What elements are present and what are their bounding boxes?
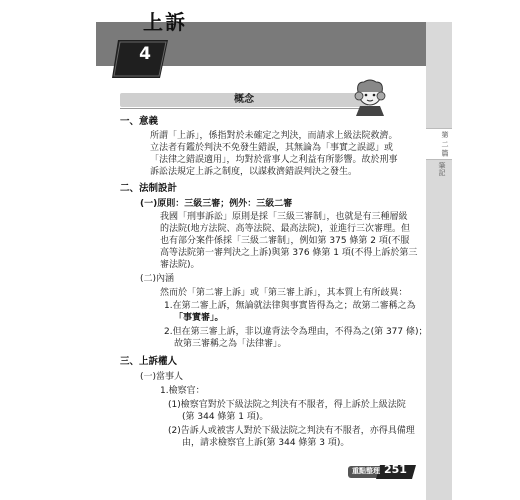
section-1-line: 立法者有鑑於判決不免發生錯誤，其無論為「事實之誤認」或 [150, 143, 394, 153]
section-3-heading: 三、上訴權人 [120, 356, 178, 367]
section-2-sub2-intro: 然而於「第二審上訴」或「第三審上訴」，其本質上有所歧異： [160, 288, 408, 298]
section-2-item-1: 「事實審」。 [174, 313, 224, 323]
section-3-item-1: 1.檢察官： [160, 386, 205, 396]
side-strip [426, 22, 452, 500]
section-2-sub1-line: 也有部分案件係採「三級二審制」，例如第 375 條第 2 項(不服 [160, 236, 410, 246]
section-header-rule [120, 108, 368, 109]
section-tab-label: 第 二 篇 [441, 131, 449, 157]
section-2-sub1-line: 我國「刑事訴訟」原則是採「三級三審制」，也就是有三種層級 [160, 212, 408, 222]
section-2-sub2-label: (二)內涵 [140, 274, 175, 284]
section-3-sub1-label: (一)當事人 [140, 372, 184, 382]
section-2-sub1-line: 高等法院第一審判決之上訴)與第 376 條第 1 項(不得上訴於第三 [160, 248, 418, 258]
section-2-heading: 二、法制設計 [120, 183, 178, 194]
section-2-sub1-line: 的法院(地方法院、高等法院、最高法院)，並進行三次審理。但 [160, 224, 411, 234]
section-3-point-1: (1)檢察官對於下級法院之判決有不服者，得上訴於上級法院 [168, 400, 406, 410]
section-3-point-1: (第 344 條第 1 項)。 [182, 412, 269, 422]
section-1-line: 「法律之錯誤適用」，均對於當事人之利益有所影響。故於刑事 [150, 155, 398, 165]
section-2-item-1: 1.在第二審上訴，無論就法律與事實皆得為之；故第二審稱之為 [164, 301, 416, 311]
section-3-point-2: 由，請求檢察官上訴(第 344 條第 3 項)。 [182, 438, 350, 448]
chapter-number: 4 [139, 44, 151, 64]
chapter-title: 上訴 [143, 10, 187, 34]
section-2-item-2: 2.但在第三審上訴，非以違背法令為理由，不得為之(第 377 條)； [164, 327, 428, 337]
section-3-point-2: (2)告訴人或被害人對於下級法院之判決有不服者，亦得具備理 [168, 426, 415, 436]
page-tag-label: 重點整理 [352, 467, 380, 475]
judge-mascot-icon [350, 76, 390, 116]
section-1-line: 訴訟法規定上訴之制度，以謀救濟錯誤判決之發生。 [150, 167, 358, 177]
section-1-heading: 一、意義 [120, 116, 159, 127]
page-number: 251 [384, 463, 407, 476]
section-2-item-2: 故第三審稱之為「法律審」。 [174, 339, 287, 349]
section-2-sub1-label: (一)原則：三級三審；例外：三級二審 [140, 199, 293, 209]
section-header-label: 概念 [234, 94, 254, 105]
section-1-line: 所謂「上訴」，係指對於未確定之判決，而請求上級法院救濟。 [150, 131, 398, 141]
section-2-sub1-line: 審法院)。 [160, 260, 200, 270]
side-note-label: 筆記 [438, 162, 446, 176]
